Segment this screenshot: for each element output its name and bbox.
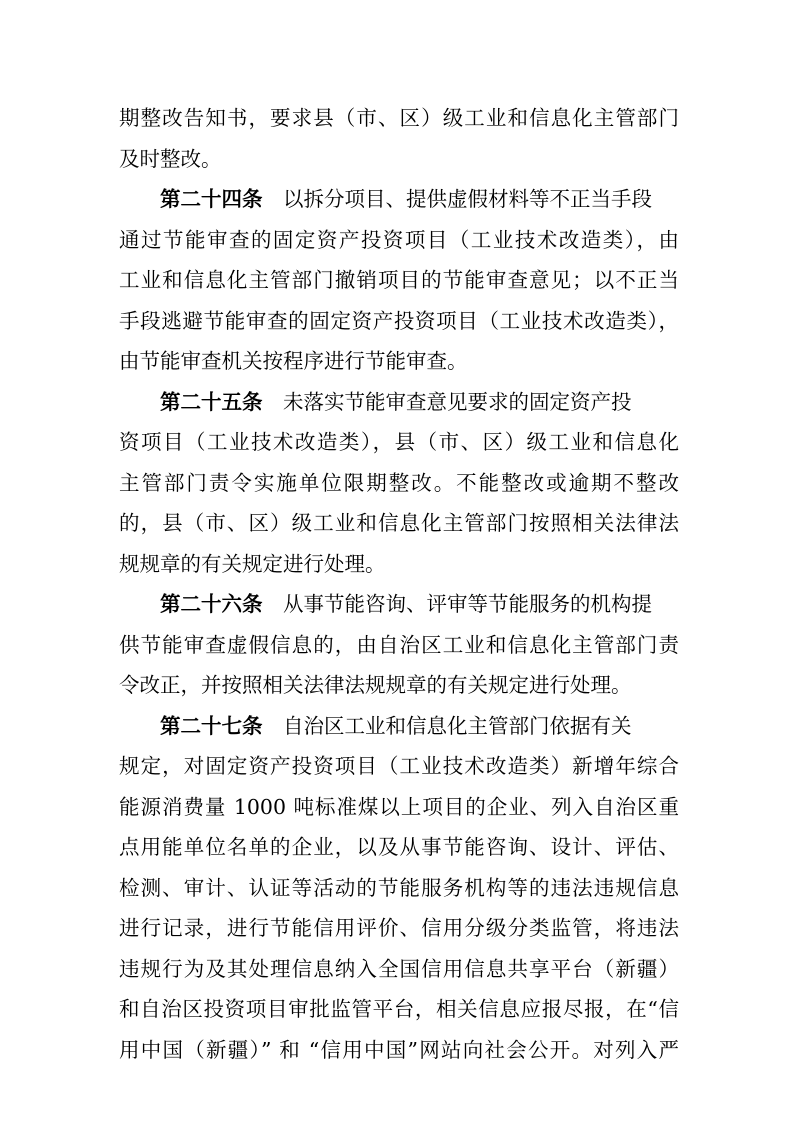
text-line: 期整改告知书，要求县（市、区）级工业和信息化主管部门	[119, 106, 679, 130]
article-27-line	[119, 706, 679, 747]
text-line: 令改正，并按照相关法律法规规章的有关规定进行处理。	[119, 673, 632, 697]
text-line: 能源消费量 1000 吨标准煤以上项目的企业、列入自治区重	[119, 794, 679, 819]
text-line: 违规行为及其处理信息纳入全国信用信息共享平台（新疆）	[119, 956, 679, 981]
text-line: 工业和信息化主管部门撤销项目的节能审查意见；以不正当	[119, 268, 679, 292]
article-24-title: 第二十四条	[160, 187, 263, 211]
text-line: 点用能单位名单的企业，以及从事节能咨询、设计、评估、	[119, 835, 679, 859]
article-25-title: 第二十五条	[160, 389, 263, 414]
text-line: 由节能审查机关按程序进行节能审查。	[119, 349, 468, 373]
text-line: 资项目（工业技术改造类），县（市、区）级工业和信息化	[119, 430, 679, 454]
text-line: 进行记录，进行节能信用评价、信用分级分类监管，将违法	[119, 916, 679, 940]
text-line: 规规章的有关规定进行处理。	[119, 551, 386, 576]
text-line: 用中国（新疆）” 和 “信用中国”网站向社会公开。对列入严	[119, 1037, 679, 1062]
text-line	[263, 187, 284, 211]
text-line: 及时整改。	[119, 146, 222, 171]
text-line: 规定，对固定资产投资项目（工业技术改造类）新增年综合	[119, 754, 679, 778]
text-line: 主管部门责令实施单位限期整改。不能整改或逾期不整改	[119, 470, 679, 495]
text-line: 手段逃避节能审查的固定资产投资项目（工业技术改造类），	[119, 308, 679, 333]
article-25-line	[119, 382, 679, 423]
article-24-line	[119, 179, 679, 220]
article-26-line	[119, 584, 679, 625]
text-line: 检测、审计、认证等活动的节能服务机构等的违法违规信息	[119, 875, 679, 900]
text-line	[263, 390, 284, 414]
text-line: 从事节能咨询、评审等节能服务的机构提	[283, 592, 652, 616]
text-line: 和自治区投资项目审批监管平台，相关信息应报尽报，在“信	[119, 997, 679, 1021]
text-line	[263, 714, 284, 738]
article-26-title: 第二十六条	[160, 592, 263, 616]
text-line: 未落实节能审查意见要求的固定资产投	[283, 389, 632, 414]
text-line: 供节能审查虚假信息的，由自治区工业和信息化主管部门责	[119, 632, 679, 657]
text-line	[263, 592, 284, 616]
text-line: 的，县（市、区）级工业和信息化主管部门按照相关法律法	[119, 511, 679, 535]
text-line: 通过节能审查的固定资产投资项目（工业技术改造类），由	[119, 227, 679, 252]
document-body	[119, 98, 679, 1070]
text-line: 自治区工业和信息化主管部门依据有关	[283, 713, 632, 738]
text-line: 以拆分项目、提供虚假材料等不正当手段	[283, 187, 652, 211]
article-27-title: 第二十七条	[160, 713, 263, 738]
